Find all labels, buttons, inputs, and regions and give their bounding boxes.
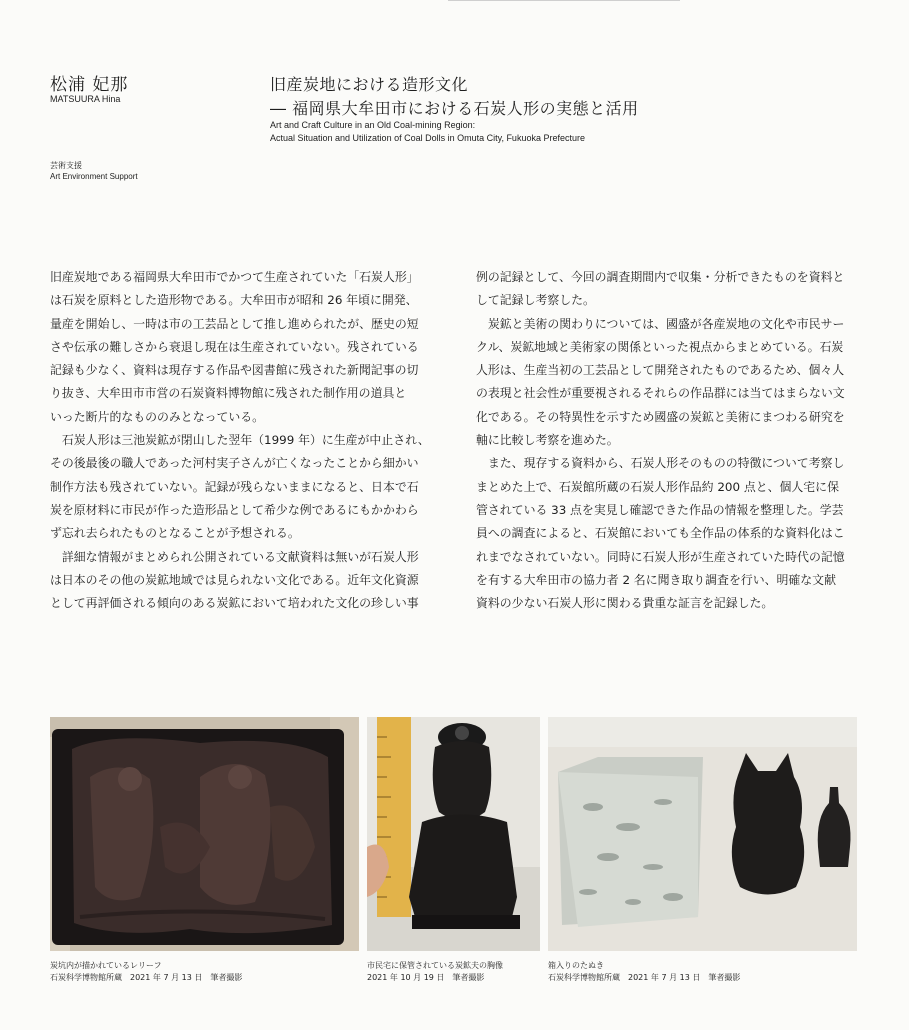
body-line: 資料の少ない石炭人形に関わる貴重な証言を記録した。 xyxy=(476,596,774,611)
body-line: 詳細な情報がまとめられ公開されている文献資料は無いが石炭人形 xyxy=(50,549,419,564)
body-line: 管されている 33 点を実見し確認できた作品の情報を整理した。学芸 xyxy=(476,502,844,517)
photo-miner-bust xyxy=(367,717,540,951)
body-line: 化である。その特異性を示すため國盛の炭鉱と美術にまつわる研究を xyxy=(476,409,845,424)
figure-title: 市民宅に保管されている炭鉱夫の胸像 xyxy=(367,961,503,970)
body-line: は日本のその他の炭鉱地域では見られない文化である。近年文化資源 xyxy=(50,572,419,587)
body-line: して記録し考察した。 xyxy=(476,293,595,308)
figure-credit: 2021 年 10 月 19 日 筆者撮影 xyxy=(367,973,485,982)
body-line: 軸に比較し考察を進めた。 xyxy=(476,433,619,448)
author-name-en: MATSUURA Hina xyxy=(50,94,121,104)
body-line: ず忘れ去られたものとなることが予想される。 xyxy=(50,526,300,541)
body-line: 人形は、生産当初の工芸品として開発されたものであるため、個々人 xyxy=(476,363,845,378)
body-line: 旧産炭地である福岡県大牟田市でかつて生産されていた「石炭人形」 xyxy=(50,270,419,284)
body-line: 制作方法も残されていない。記録が残らないままになると、日本で石 xyxy=(50,479,419,494)
body-line: 例の記録として、今回の調査期間内で収集・分析できたものを資料と xyxy=(476,270,845,284)
body-line: いった断片的なもののみとなっている。 xyxy=(50,409,265,424)
body-line: その後最後の職人であった河村実子さんが亡くなったことから細かい xyxy=(50,456,419,471)
body-line: 員への調査によると、石炭館においても全作品の体系的な資料化はこ xyxy=(476,526,845,541)
top-rule xyxy=(448,0,680,1)
figure-credit: 石炭科学博物館所蔵 2021 年 7 月 13 日 筆者撮影 xyxy=(548,973,741,982)
body-line: れまでなされていない。同時に石炭人形が生産されていた時代の記憶 xyxy=(476,549,845,564)
photo-boxed-tanuki xyxy=(548,717,857,951)
figure-title: 炭坑内が描かれているレリーフ xyxy=(50,961,162,970)
body-line: まとめた上で、石炭館所蔵の石炭人形作品約 200 点と、個人宅に保 xyxy=(476,479,839,494)
body-line: は石炭を原料とした造形物である。大牟田市が昭和 26 年頃に開発、 xyxy=(50,293,418,308)
body-column-left xyxy=(50,266,445,615)
body-line: 石炭人形は三池炭鉱が閉山した翌年（1999 年）に生産が中止され、 xyxy=(50,433,430,448)
body-column-right xyxy=(476,266,871,615)
body-line: また、現存する資料から、石炭人形そのものの特徴について考察し xyxy=(476,456,845,471)
body-line: 炭を原材料に市民が作った造形品として希少な例であるにもかかわら xyxy=(50,502,419,517)
title-ja-line2: ― 福岡県大牟田市における石炭人形の実態と活用 xyxy=(270,99,639,118)
figure-title: 箱入りのたぬき xyxy=(548,961,604,970)
body-line: 量産を開始し、一時は市の工芸品として推し進められたが、歴史の短 xyxy=(50,316,419,331)
figure-caption xyxy=(548,960,740,984)
body-line: 炭鉱と美術の関わりについては、國盛が各産炭地の文化や市民サー xyxy=(476,316,845,331)
photo-coal-relief xyxy=(50,717,359,951)
body-line: さや伝承の難しさから衰退し現在は生産されていない。残されている xyxy=(50,339,419,354)
figure-caption xyxy=(50,960,242,984)
title-en-line2: Actual Situation and Utilization of Coal Dolls in Omuta City, Fukuoka Prefecture xyxy=(270,133,585,143)
department-ja: 芸術支援 xyxy=(50,161,82,170)
body-line: り抜き、大牟田市市営の石炭資料博物館に残された制作用の道具と xyxy=(50,386,407,401)
body-line: 記録も少なく、資料は現存する作品や図書館に残された新聞記事の切 xyxy=(50,363,419,378)
figure-credit: 石炭科学博物館所蔵 2021 年 7 月 13 日 筆者撮影 xyxy=(50,973,243,982)
body-line: の表現と社会性が重要視されるそれらの作品群には当てはまらない文 xyxy=(476,386,845,401)
title-en-line1: Art and Craft Culture in an Old Coal-mining Region: xyxy=(270,120,476,130)
title-ja-line1: 旧産炭地における造形文化 xyxy=(270,75,469,94)
author-name-ja: 松浦 妃那 xyxy=(50,75,129,95)
body-line: クル、炭鉱地域と美術家の関係といった視点からまとめている。石炭 xyxy=(476,339,844,354)
body-line: として再評価される傾向のある炭鉱において培われた文化の珍しい事 xyxy=(50,596,419,611)
department-en: Art Environment Support xyxy=(50,172,138,181)
body-line: を有する大牟田市の協力者 2 名に聞き取り調査を行い、明確な文献 xyxy=(476,572,836,587)
figure-caption xyxy=(367,960,503,984)
